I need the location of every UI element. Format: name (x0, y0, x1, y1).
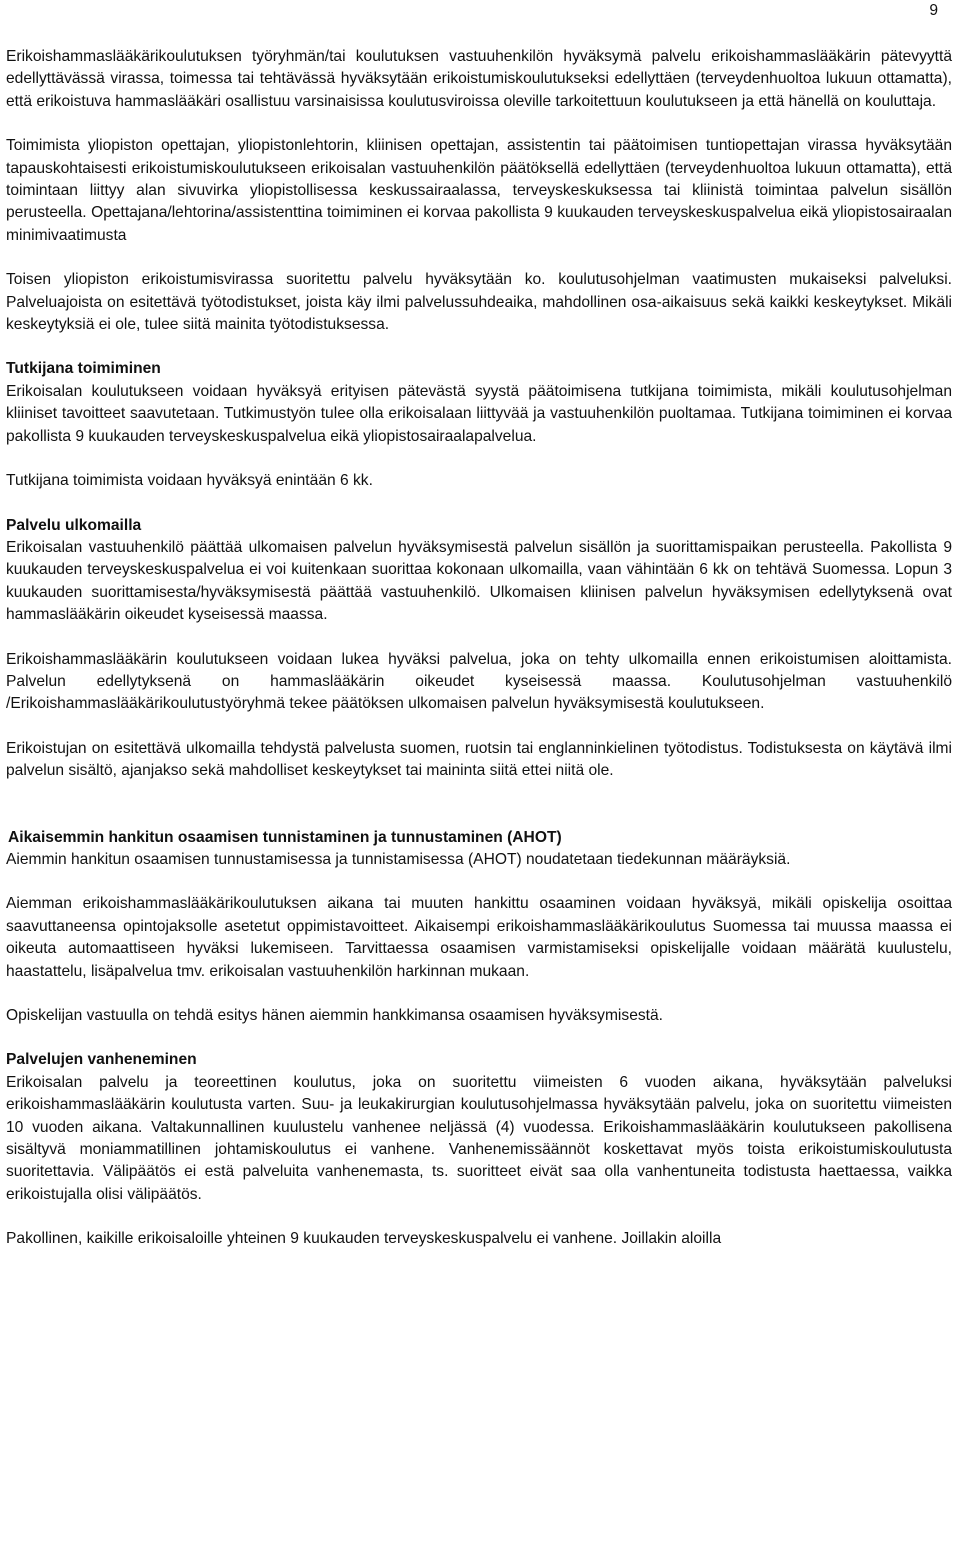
paragraph-researcher-limit: Tutkijana toimimista voidaan hyväksyä enintään 6 kk. (6, 472, 373, 490)
document-body (6, 46, 952, 1251)
heading-ahot: Aikaisemmin hankitun osaamisen tunnistaminen ja tunnustaminen (AHOT) (8, 828, 562, 846)
paragraph-student-responsibility: Opiskelijan vastuulla on tehdä esitys hänen aiemmin hankkimansa osaamisen hyväksymisestä. (6, 1007, 664, 1024)
paragraph-prior-learning: Aiemman erikoishammaslääkärikoulutuksen aikana tai muuten hankittu osaaminen voidaan hyväksyä, mikäli opiskelija osoittaa saavuttaneensa opintojaksolle asetetut oppimistavoitteet. Aikaisempi erikoishammaslääkärikoulutus Suomessa tai muussa maassa ei oikeuta automaattiseen hyväksi lukemiseen. Tarvittaessa osaamisen varmistamiseksi opiskelijalle voidaan määrätä kuulustelu, haastattelu, lisäpalvelua tmv. erikoisalan vastuuhenkilön harkinnan mukaan. (6, 895, 952, 980)
heading-abroad: Palvelu ulkomailla (6, 516, 142, 534)
paragraph-teaching-positions: Toimimista yliopiston opettajan, yliopistonlehtorin, kliinisen opettajan, assistentin tai päätoimisen tuntiopettajan virassa hyväksytään tapauskohtaisesti erikoistumiskoulutukseen erikoisalan vastuuhenkilön päätöksellä edellyttäen (terveydenhuoltoa lukuun ottamatta), että toimintaan liittyy alan sivuvirka yliopistollisessa keskussairaalassa, terveyskeskuksessa tai kliinistä toimintaa palvelun sisällön perusteella. Opettajana/lehtorina/assistenttina toimiminen ei korvaa pakollista 9 kuukauden terveyskeskuspalvelua eikä yliopistosairaalan minimivaatimusta (6, 137, 952, 244)
paragraph-other-university: Toisen yliopiston erikoistumisvirassa suoritettu palvelu hyväksytään ko. koulutusohjelman vaatimusten mukaiseksi palveluksi. Palveluajoista on esitettävä työtodistukset, joista käy ilmi palvelussuhdeaika, mahdollinen osa-aikaisuus sekä kaikki keskeytykset. Mikäli keskeytyksiä ei ole, tulee siitä mainita työtodistuksessa. (6, 271, 952, 334)
paragraph-specialist-service: Erikoishammaslääkärikoulutuksen työryhmän/tai koulutuksen vastuuhenkilön hyväksymä palvelu erikoishammaslääkärin pätevyyttä edellyttävässä virassa, toimessa tai tehtävässä hyväksytään erikoistumiskoulutukseksi edellyttäen (terveydenhuoltoa lukuun ottamatta), että erikoistuva hammaslääkäri osallistuu varsinaisissa koulutusviroissa oleville tarkoitettuun koulutukseen ja että hänellä on kouluttaja. (6, 48, 952, 110)
paragraph-abroad-certificate: Erikoistujan on esitettävä ulkomailla tehdystä palvelusta suomen, ruotsin tai englanninkielinen työtodistus. Todistuksesta on käytävä ilmi palvelun sisältö, ajanjakso sekä mahdolliset keskeytykset tai maininta siitä ettei niitä ole. (6, 739, 952, 780)
paragraph-expiry: Erikoisalan palvelu ja teoreettinen koulutus, joka on suoritettu viimeisten 6 vuoden aikana, hyväksytään palveluksi erikoishammaslääkärin koulutusta varten. Suu- ja leukakirurgian koulutusohjelmassa hyväksytään palvelu, joka on suoritettu viimeisten 10 vuoden aikana. Valtakunnallinen kuulustelu vanhenee neljässä (4) vuodessa. Erikoishammaslääkärin koulutukseen pakollisena sisältyvä moniammatillinen johtamiskoulutus ei vanhene. Vanhenemissäännöt koskettavat myös toista erikoistumiskoulutusta suoritettavia. Välipäätös ei estä palveluita vanhenemasta, ts. suoritteet eivät saa olla vanhentuneita todistusta haettaessa, vaikka erikoistujalla olisi välipäätös. (6, 1073, 952, 1203)
heading-expiry: Palvelujen vanheneminen (6, 1051, 197, 1069)
paragraph-abroad-before: Erikoishammaslääkärin koulutukseen voidaan lukea hyväksi palvelua, joka on tehty ulkomailla ennen erikoistumisen aloittamista. Palvelun edellytyksenä on hammaslääkärin oikeudet kyseisessä maassa. Koulutusohjelman vastuuhenkilö /Erikoishammaslääkärikoulutustyöryhmä tekee päätöksen ulkomaisen palvelun hyväksymisestä koulutukseen. (6, 650, 952, 713)
paragraph-abroad: Erikoisalan vastuuhenkilö päättää ulkomaisen palvelun hyväksymisestä palvelun sisällön ja suorittamispaikan perusteella. Pakollista 9 kuukauden terveyskeskuspalvelua ei voi kuitenkaan suorittaa kokonaan ulkomailla, vaan vähintään 6 kk on tehtävä Suomessa. Lopun 3 kuukauden suorittamisesta/hyväksymisestä päättää vastuuhenkilö. Ulkomaisen kliinisen palvelun hyväksymisen edellytyksenä ovat hammaslääkärin oikeudet kyseisessä maassa. (6, 538, 952, 624)
paragraph-mandatory-service: Pakollinen, kaikille erikoisaloille yhteinen 9 kuukauden terveyskeskuspalvelu ei vanhene. Joillakin aloilla (6, 1230, 722, 1248)
page-number: 9 (929, 2, 938, 19)
heading-researcher: Tutkijana toimiminen (6, 360, 161, 378)
paragraph-ahot: Aiemmin hankitun osaamisen tunnustamisessa ja tunnistamisessa (AHOT) noudatetaan tiedekunnan määräyksiä. (6, 850, 791, 868)
paragraph-researcher: Erikoisalan koulutukseen voidaan hyväksyä erityisen pätevästä syystä päätoimisena tutkijana toimimista, mikäli koulutusohjelman kliiniset tavoitteet saavutetaan. Tutkimustyön tulee olla erikoisalaan liittyvää ja vastuuhenkilön puoltamaa. Tutkijana toimiminen ei korvaa pakollista 9 kuukauden terveyskeskuspalvelua eikä yliopistosairaalapalvelua. (6, 382, 952, 445)
